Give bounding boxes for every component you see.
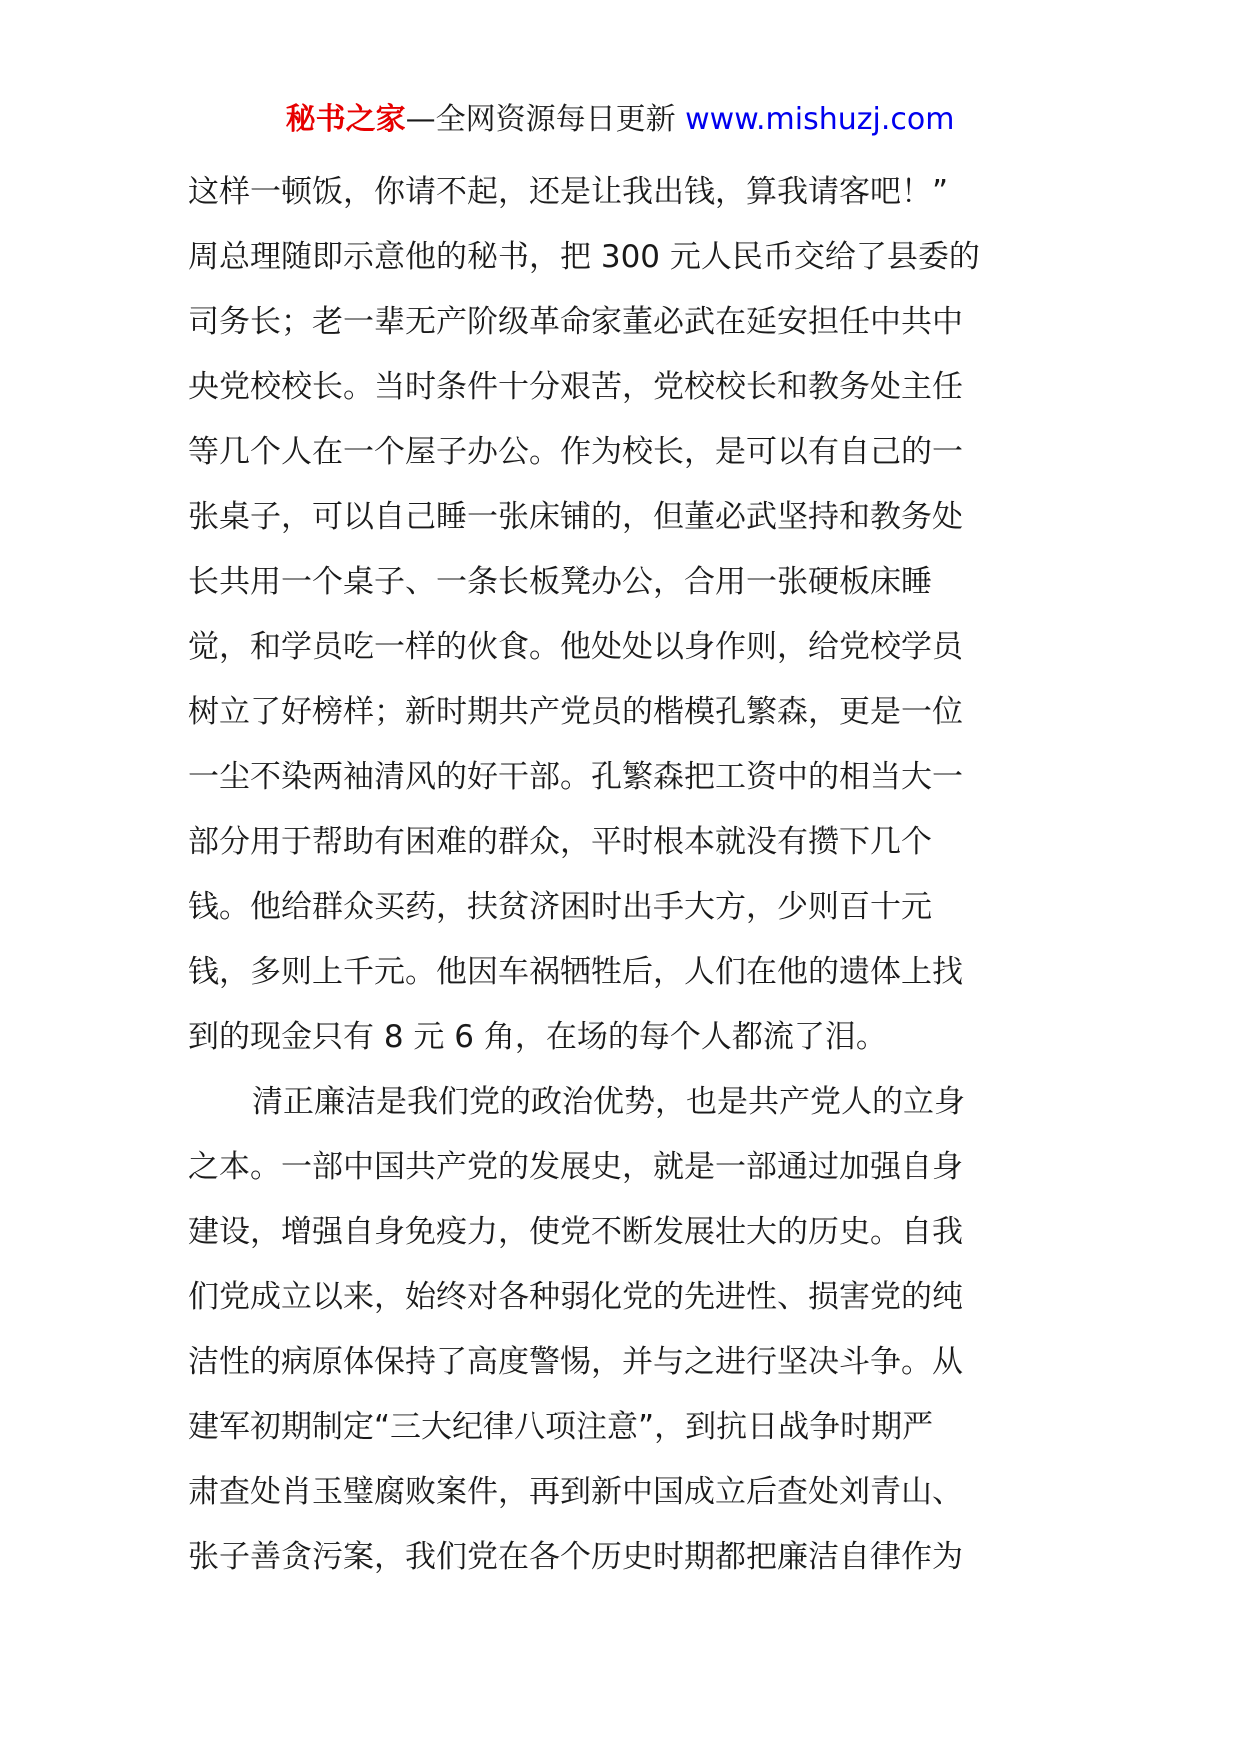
text-line: 肃查处肖玉璧腐败案件，再到新中国成立后查处刘青山、 bbox=[188, 1474, 963, 1510]
text-line: 树立了好榜样；新时期共产党员的楷模孔繁森，更是一位 bbox=[188, 694, 963, 730]
site-tagline: —全网资源每日更新 bbox=[405, 102, 686, 137]
text-line: 司务长；老一辈无产阶级革命家董必武在延安担任中共中 bbox=[188, 304, 963, 340]
text-line: 央党校校长。当时条件十分艰苦，党校校长和教务处主任 bbox=[188, 369, 963, 405]
text-line: 们党成立以来，始终对各种弱化党的先进性、损害党的纯 bbox=[188, 1279, 963, 1315]
text-line: 建设，增强自身免疫力，使党不断发展壮大的历史。自我 bbox=[188, 1214, 963, 1250]
site-url-link[interactable]: www.mishuzj.com bbox=[685, 102, 955, 137]
text-line: 长共用一个桌子、一条长板凳办公，合用一张硬板床睡 bbox=[188, 564, 932, 600]
text-line: 张子善贪污案，我们党在各个历史时期都把廉洁自律作为 bbox=[188, 1539, 963, 1575]
document-body bbox=[188, 160, 1068, 1590]
text-line: 到的现金只有 8 元 6 角，在场的每个人都流了泪。 bbox=[188, 1019, 887, 1055]
text-line: 钱。他给群众买药，扶贫济困时出手大方，少则百十元 bbox=[188, 889, 932, 925]
text-line: 觉，和学员吃一样的伙食。他处处以身作则，给党校学员 bbox=[188, 629, 963, 665]
text-line: 洁性的病原体保持了高度警惕，并与之进行坚决斗争。从 bbox=[188, 1344, 963, 1380]
text-line: 周总理随即示意他的秘书，把 300 元人民币交给了县委的 bbox=[188, 239, 980, 275]
text-line: 之本。一部中国共产党的发展史，就是一部通过加强自身 bbox=[188, 1149, 963, 1185]
site-header bbox=[0, 100, 1240, 140]
text-line: 这样一顿饭，你请不起，还是让我出钱，算我请客吧！” bbox=[188, 174, 949, 210]
text-line: 钱，多则上千元。他因车祸牺牲后，人们在他的遗体上找 bbox=[188, 954, 963, 990]
text-line: 等几个人在一个屋子办公。作为校长，是可以有自己的一 bbox=[188, 434, 963, 470]
text-line: 部分用于帮助有困难的群众，平时根本就没有攒下几个 bbox=[188, 824, 932, 860]
site-brand: 秘书之家 bbox=[285, 102, 406, 137]
text-line: 张桌子，可以自己睡一张床铺的，但董必武坚持和教务处 bbox=[188, 499, 963, 535]
paragraph-first-line: 清正廉洁是我们党的政治优势，也是共产党人的立身 bbox=[252, 1084, 965, 1120]
text-line: 一尘不染两袖清风的好干部。孔繁森把工资中的相当大一 bbox=[188, 759, 963, 795]
text-line: 建军初期制定“三大纪律八项注意”，到抗日战争时期严 bbox=[188, 1409, 934, 1445]
